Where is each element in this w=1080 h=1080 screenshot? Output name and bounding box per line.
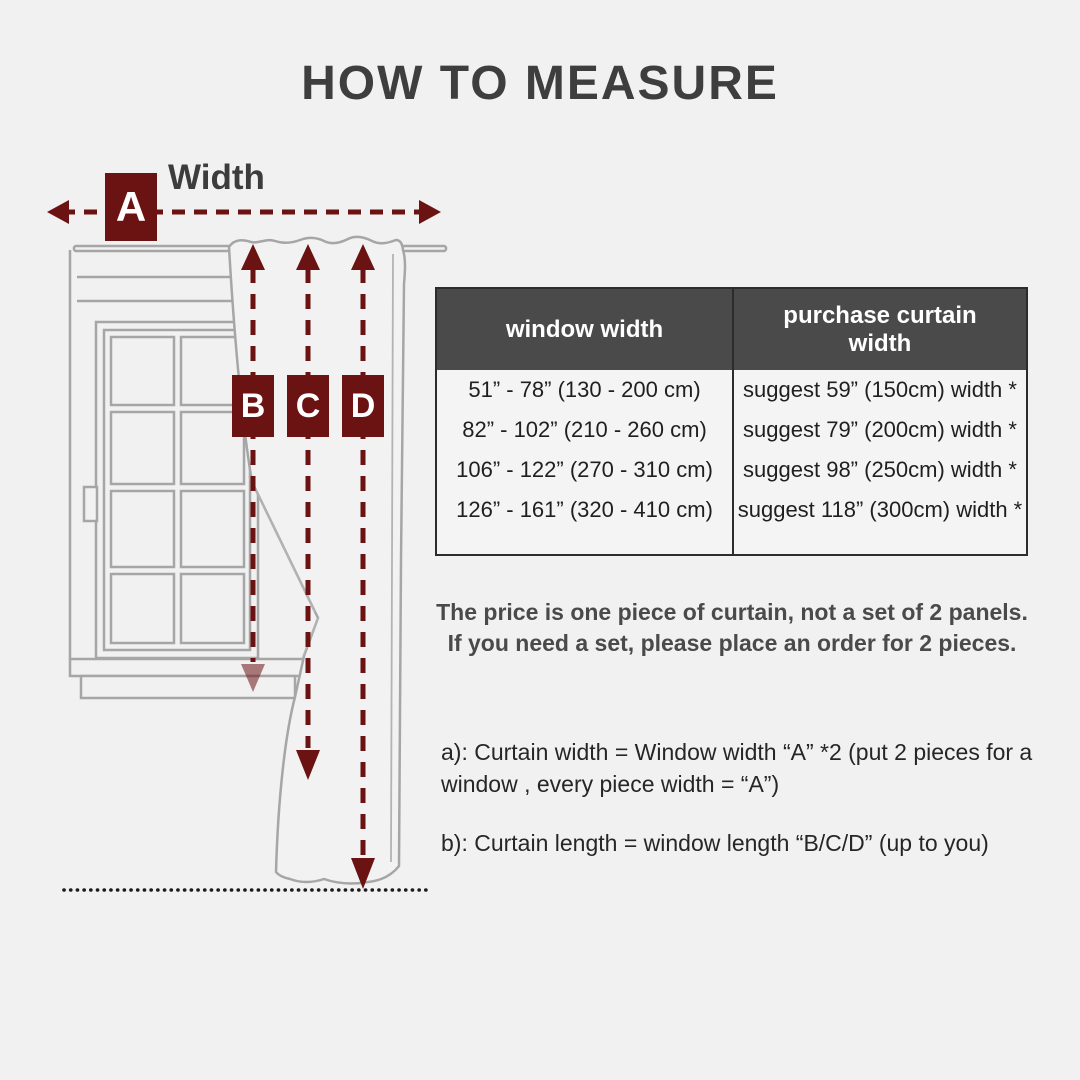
table-cell: suggest 118” (300cm) width * — [737, 497, 1023, 522]
marker-d: D — [342, 375, 384, 437]
note-curtain-width: a): Curtain width = Window width “A” *2 (put 2 pieces for a window , every piece width = “A”) — [441, 739, 1033, 797]
arrowhead-right — [419, 200, 441, 224]
width-label: Width — [168, 158, 265, 197]
marker-c: C — [287, 375, 329, 437]
size-table — [435, 287, 1028, 556]
table-cell: suggest 79” (200cm) width * — [743, 417, 1017, 442]
table-cell: suggest 59” (150cm) width * — [743, 377, 1017, 402]
page-title: HOW TO MEASURE — [301, 57, 779, 110]
arrowhead-left — [47, 200, 69, 224]
size-table-col-curtain-width — [734, 289, 1026, 554]
table-cell: 82” - 102” (210 - 260 cm) — [462, 417, 707, 442]
table-cell: suggest 98” (250cm) width * — [743, 457, 1017, 482]
note-curtain-length: b): Curtain length = window length “B/C/D” (up to you) — [441, 830, 989, 856]
window-sill — [70, 659, 310, 676]
column-header-window-width: window width — [437, 289, 732, 370]
table-cell: 106” - 122” (270 - 310 cm) — [456, 457, 713, 482]
column-header-purchase-curtain-width: purchase curtain width — [734, 289, 1026, 370]
table-cell: 126” - 161” (320 - 410 cm) — [456, 497, 713, 522]
size-table-col-window-width — [437, 289, 734, 554]
marker-b: B — [232, 375, 274, 437]
table-cell: 51” - 78” (130 - 200 cm) — [468, 377, 701, 402]
window-latch — [84, 487, 97, 521]
price-note: The price is one piece of curtain, not a set of 2 panels. If you need a set, please place an order for 2 pieces. — [436, 599, 1028, 656]
marker-a: A — [105, 173, 157, 241]
